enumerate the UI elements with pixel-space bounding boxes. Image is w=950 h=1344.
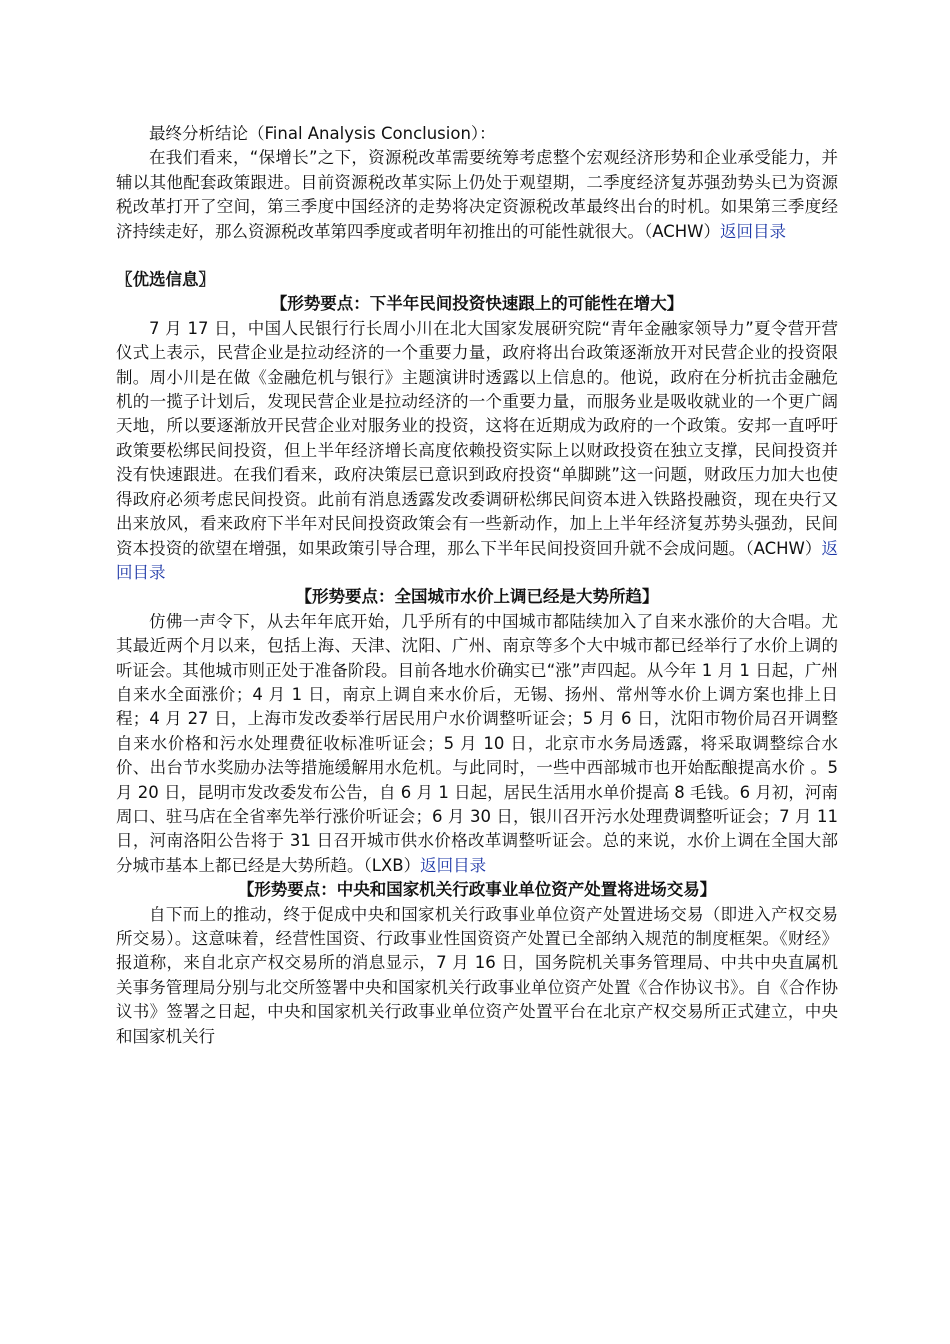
- article-title: 【形势要点：全国城市水价上调已经是大势所趋】: [295, 587, 659, 607]
- article-text: 自下而上的推动，终于促成中央和国家机关行政事业单位资产处置进场交易（即进入产权交易所交易）。这意味着，经营性国资、行政事业性国资资产处置已全部纳入规范的制度框架。《财经》报道称，来自北京产权交易所的消息显示，7 月 16 日，国务院机关事务管理局、中共中央直属机关事务管理局分别与北交所签署中央和国家机关行政事业单位资产处置《合作协议书》。自《合作协议书》签署之日起，中央和国家机关行政事业单位资产处置平台在北京产权交易所正式建立，中央和国家机关行: [116, 904, 838, 1046]
- conclusion-body: [116, 146, 838, 244]
- conclusion-heading: 最终分析结论（Final Analysis Conclusion）：: [149, 124, 496, 143]
- article-title: 【形势要点：下半年民间投资快速跟上的可能性在增大】: [270, 294, 684, 314]
- article-title: 【形势要点：中央和国家机关行政事业单位资产处置将进场交易】: [237, 880, 717, 900]
- back-to-toc-link[interactable]: 返回目录: [720, 221, 786, 241]
- article-text: 仿佛一声令下，从去年年底开始，几乎所有的中国城市都陆续加入了自来水涨价的大合唱。尤其最近两个月以来，包括上海、天津、沈阳、广州、南京等多个大中城市都已经举行了水价上调的听证会。其他城市则正处于准备阶段。目前各地水价确实已“涨”声四起。从今年 1 月 1 日起，广州自来水全面涨价；4 月 1 日，南京上调自来水价后，无锡、扬州、常州等水价上调方案也排上日程；4 月 27 日，上海市发改委举行居民用户水价调整听证会；5 月 6 日，沈阳市物价局召开调整自来水价格和污水处理费征收标准听证会；5 月 10 日，北京市水务局透露，将采取调整综合水价、出台节水奖励办法等措施缓解用水危机。与此同时，一些中西部城市也开始酝酿提高水价 。5 月 20 日，昆明市发改委发布公告，自 6 月 1 日起，居民生活用水单价提高 8 毛钱。6 月初，河南周口、驻马店在全省率先举行涨价听证会；6 月 30 日，银川召开污水处理费调整听证会；7 月 11 日，河南洛阳公告将于 31 日召开城市供水价格改革调整听证会。总的来说，水价上调在全国大部分城市基本上都已经是大势所趋。（LXB）: [116, 611, 838, 875]
- document-page: [116, 122, 838, 1049]
- article-text: 7 月 17 日，中国人民银行行长周小川在北大国家发展研究院“青年金融家领导力”夏令营开营仪式上表示，民营企业是拉动经济的一个重要力量，政府将出台政策逐渐放开对民营企业的投资限制。周小川是在做《金融危机与银行》主题演讲时透露以上信息的。他说，政府在分析抗击金融危机的一揽子计划后，发现民营企业是拉动经济的一个重要力量，而服务业是吸收就业的一个更广阔天地，所以要逐渐放开民营企业对服务业的投资，这将在近期成为政府的一个政策。安邦一直呼吁政策要松绑民间投资，但上半年经济增长高度依赖投资实际上以财政投资在独立支撑，民间投资并没有快速跟进。在我们看来，政府决策层已意识到政府投资“单脚跳”这一问题，财政压力加大也使得政府必须考虑民间投资。此前有消息透露发改委调研松绑民间资本进入铁路投融资，现在央行又出来放风，看来政府下半年对民间投资政策会有一些新动作，加上上半年经济复苏势头强劲，民间资本投资的欲望在增强，如果政策引导合理，那么下半年民间投资回升就不会成问题。（ACHW）: [116, 318, 838, 558]
- section-label: 〖优选信息〗: [116, 270, 215, 290]
- article-body: [116, 317, 838, 585]
- article-body: [116, 610, 838, 878]
- article-body: [116, 903, 838, 1049]
- back-to-toc-link[interactable]: 返回目录: [420, 855, 487, 875]
- spacer: [116, 244, 838, 268]
- back-to-toc-link[interactable]: 返回目录: [116, 538, 838, 582]
- conclusion-text: 在我们看来，“保增长”之下，资源税改革需要统筹考虑整个宏观经济形势和企业承受能力，并辅以其他配套政策跟进。目前资源税改革实际上仍处于观望期，二季度经济复苏强劲势头已为资源税改革打开了空间，第三季度中国经济的走势将决定资源税改革最终出台的时机。如果第三季度经济持续走好，那么资源税改革第四季度或者明年初推出的可能性就很大。（ACHW）: [116, 148, 838, 241]
